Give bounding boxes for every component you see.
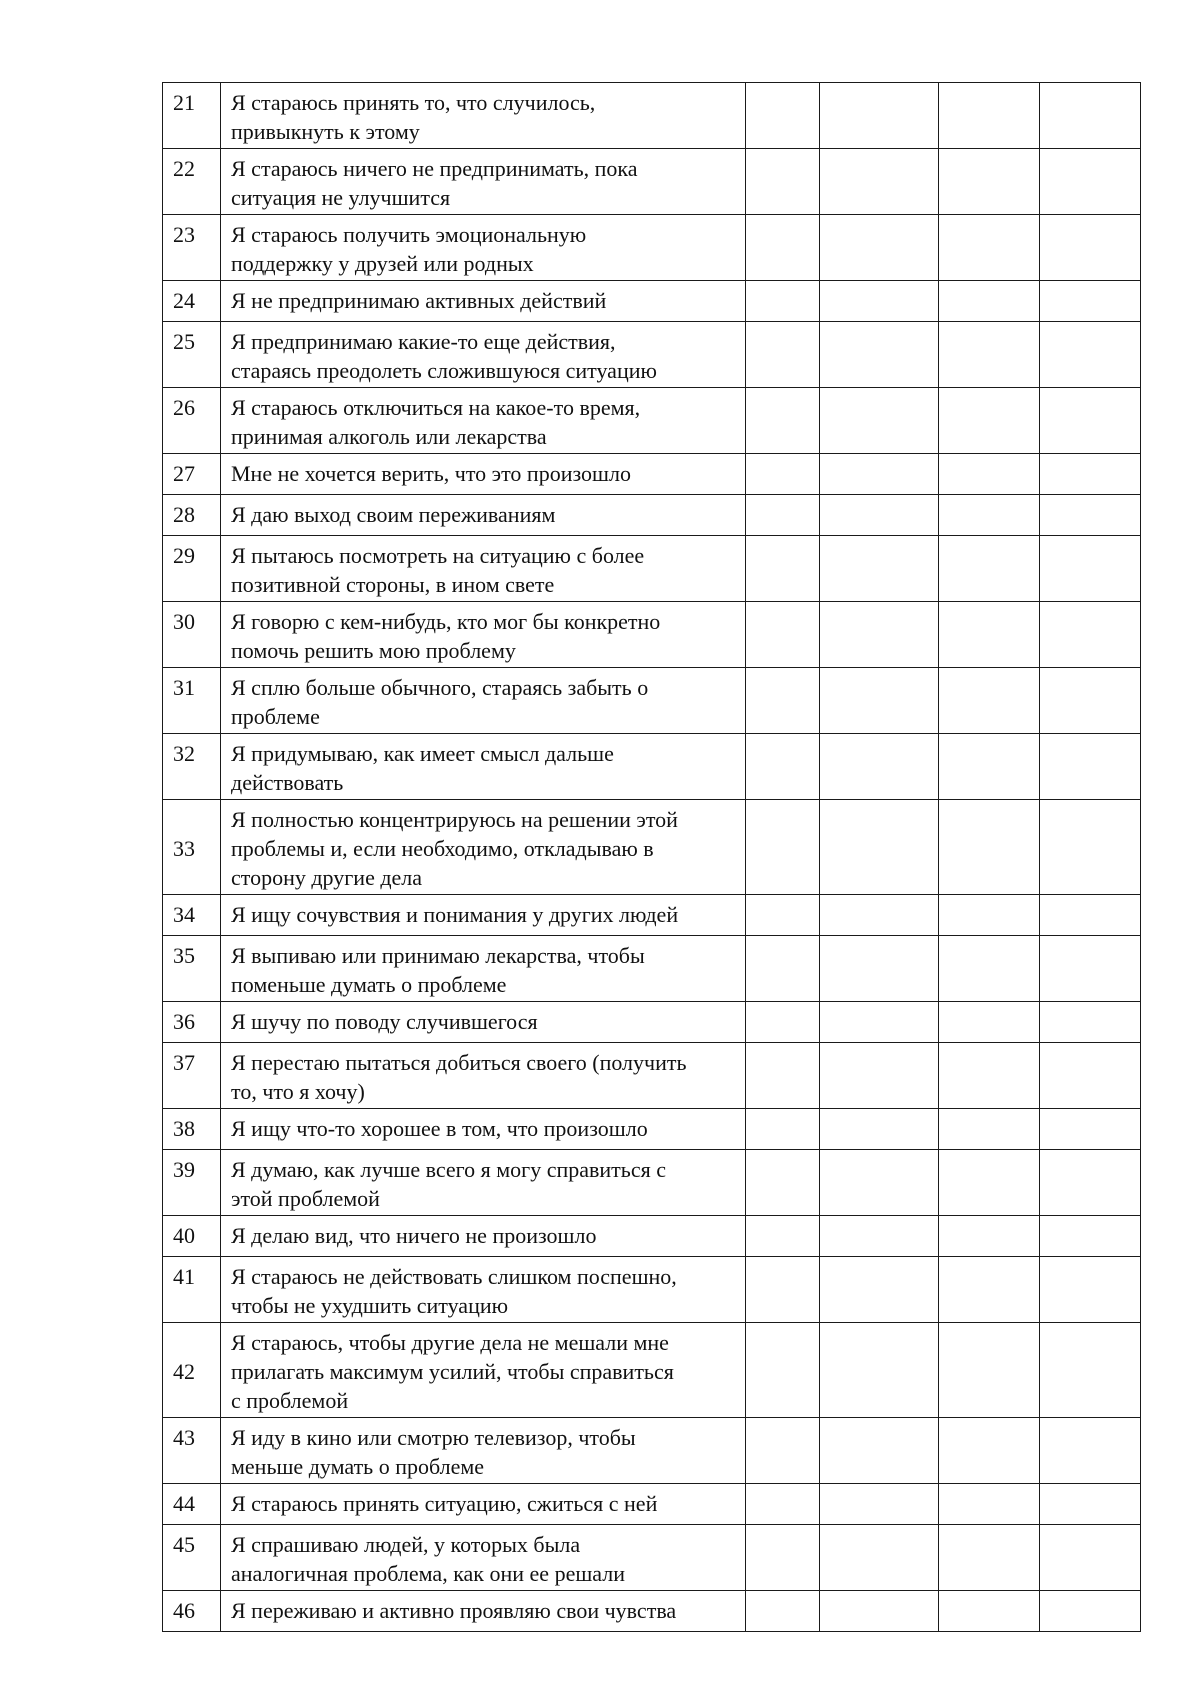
statement-line: Я делаю вид, что ничего не произошло [231,1223,597,1248]
answer-cell-4[interactable] [1040,495,1141,536]
answer-cell-2[interactable] [820,388,939,454]
answer-cell-2[interactable] [820,215,939,281]
answer-cell-4[interactable] [1040,536,1141,602]
statement-line: проблемы и, если необходимо, откладываю в [231,836,654,861]
item-number: 41 [163,1257,221,1323]
item-statement [221,1418,746,1484]
answer-cell-2[interactable] [820,1418,939,1484]
table-row [163,1257,1141,1323]
answer-cell-2[interactable] [820,322,939,388]
statement-line: помочь решить мою проблему [231,638,516,663]
table-row [163,602,1141,668]
answer-cell-1[interactable] [746,1484,820,1525]
item-statement [221,734,746,800]
answer-cell-1[interactable] [746,495,820,536]
answer-cell-1[interactable] [746,1257,820,1323]
table-row [163,1484,1141,1525]
table-row [163,536,1141,602]
questionnaire-table [162,82,1141,1632]
item-statement [221,1216,746,1257]
item-statement [221,281,746,322]
answer-cell-4[interactable] [1040,1484,1141,1525]
answer-cell-1[interactable] [746,895,820,936]
statement-line: проблеме [231,704,320,729]
item-statement [221,1323,746,1418]
answer-cell-2[interactable] [820,895,939,936]
answer-cell-2[interactable] [820,1525,939,1591]
answer-cell-4[interactable] [1040,895,1141,936]
table-row [163,1525,1141,1591]
item-number: 30 [163,602,221,668]
item-statement [221,495,746,536]
item-statement [221,454,746,495]
table-row [163,1418,1141,1484]
answer-cell-1[interactable] [746,1525,820,1591]
table-row [163,388,1141,454]
answer-cell-1[interactable] [746,602,820,668]
statement-line: принимая алкоголь или лекарства [231,424,547,449]
table-row [163,895,1141,936]
table-row [163,734,1141,800]
answer-cell-2[interactable] [820,536,939,602]
answer-cell-4[interactable] [1040,1150,1141,1216]
statement-line: Я даю выход своим переживаниям [231,502,556,527]
answer-cell-3[interactable] [939,495,1040,536]
table-row [163,800,1141,895]
item-number: 24 [163,281,221,322]
answer-cell-4[interactable] [1040,602,1141,668]
answer-cell-3[interactable] [939,1002,1040,1043]
answer-cell-1[interactable] [746,149,820,215]
table-row [163,1323,1141,1418]
item-number: 21 [163,83,221,149]
item-number: 40 [163,1216,221,1257]
statement-line: ситуация не улучшится [231,185,451,210]
answer-cell-2[interactable] [820,1150,939,1216]
answer-cell-3[interactable] [939,149,1040,215]
item-statement [221,602,746,668]
answer-cell-1[interactable] [746,454,820,495]
answer-cell-3[interactable] [939,83,1040,149]
answer-cell-3[interactable] [939,1043,1040,1109]
statement-line: Я стараюсь ничего не предпринимать, пока [231,156,638,181]
answer-cell-2[interactable] [820,1109,939,1150]
item-statement [221,936,746,1002]
statement-line: Я стараюсь получить эмоциональную [231,222,587,247]
statement-line: Я ищу сочувствия и понимания у других людей [231,902,679,927]
answer-cell-2[interactable] [820,1216,939,1257]
answer-cell-4[interactable] [1040,1216,1141,1257]
answer-cell-2[interactable] [820,936,939,1002]
answer-cell-3[interactable] [939,1323,1040,1418]
item-statement [221,1484,746,1525]
statement-line: меньше думать о проблеме [231,1454,485,1479]
statement-line: Я придумываю, как имеет смысл дальше [231,741,614,766]
answer-cell-1[interactable] [746,215,820,281]
item-statement [221,1002,746,1043]
statement-line: Я полностью концентрируюсь на решении этой [231,807,678,832]
answer-cell-2[interactable] [820,1591,939,1632]
table-row [163,668,1141,734]
item-number: 29 [163,536,221,602]
table-row [163,1216,1141,1257]
answer-cell-3[interactable] [939,734,1040,800]
table-row [163,495,1141,536]
table-row [163,454,1141,495]
answer-cell-2[interactable] [820,1002,939,1043]
answer-cell-3[interactable] [939,1525,1040,1591]
answer-cell-3[interactable] [939,388,1040,454]
answer-cell-1[interactable] [746,1109,820,1150]
statement-line: Мне не хочется верить, что это произошло [231,461,631,486]
item-statement [221,800,746,895]
item-number: 23 [163,215,221,281]
item-number: 36 [163,1002,221,1043]
answer-cell-2[interactable] [820,149,939,215]
answer-cell-3[interactable] [939,1591,1040,1632]
questionnaire-rows [163,83,1141,1632]
answer-cell-1[interactable] [746,668,820,734]
item-statement [221,83,746,149]
answer-cell-2[interactable] [820,454,939,495]
table-row [163,1109,1141,1150]
answer-cell-1[interactable] [746,1216,820,1257]
table-row [163,1043,1141,1109]
statement-line: Я стараюсь, чтобы другие дела не мешали мне [231,1330,669,1355]
answer-cell-3[interactable] [939,602,1040,668]
answer-cell-4[interactable] [1040,454,1141,495]
answer-cell-3[interactable] [939,281,1040,322]
answer-cell-2[interactable] [820,495,939,536]
answer-cell-2[interactable] [820,1484,939,1525]
item-statement [221,1257,746,1323]
item-statement [221,895,746,936]
statement-line: Я стараюсь принять ситуацию, сжиться с ней [231,1491,658,1516]
answer-cell-4[interactable] [1040,281,1141,322]
answer-cell-1[interactable] [746,800,820,895]
answer-cell-3[interactable] [939,1257,1040,1323]
answer-cell-1[interactable] [746,281,820,322]
statement-line: Я предпринимаю какие-то еще действия, [231,329,616,354]
item-statement [221,1525,746,1591]
answer-cell-4[interactable] [1040,322,1141,388]
item-number: 32 [163,734,221,800]
item-number: 25 [163,322,221,388]
item-number: 39 [163,1150,221,1216]
item-statement [221,149,746,215]
answer-cell-3[interactable] [939,1109,1040,1150]
item-number: 28 [163,495,221,536]
answer-cell-4[interactable] [1040,1002,1141,1043]
answer-cell-1[interactable] [746,83,820,149]
statement-line: Я стараюсь отключиться на какое-то время, [231,395,641,420]
answer-cell-1[interactable] [746,1591,820,1632]
answer-cell-1[interactable] [746,734,820,800]
answer-cell-4[interactable] [1040,1323,1141,1418]
item-statement [221,1109,746,1150]
answer-cell-4[interactable] [1040,800,1141,895]
item-number: 31 [163,668,221,734]
item-statement [221,322,746,388]
answer-cell-2[interactable] [820,1043,939,1109]
item-number: 45 [163,1525,221,1591]
answer-cell-1[interactable] [746,1150,820,1216]
item-number: 33 [163,800,221,895]
statement-line: Я перестаю пытаться добиться своего (получить [231,1050,687,1075]
questionnaire-sheet [162,82,1140,1632]
answer-cell-1[interactable] [746,1043,820,1109]
answer-cell-2[interactable] [820,281,939,322]
answer-cell-2[interactable] [820,83,939,149]
item-number: 44 [163,1484,221,1525]
item-statement [221,215,746,281]
item-number: 27 [163,454,221,495]
table-row [163,149,1141,215]
answer-cell-4[interactable] [1040,1109,1141,1150]
answer-cell-3[interactable] [939,215,1040,281]
answer-cell-2[interactable] [820,1257,939,1323]
item-number: 37 [163,1043,221,1109]
answer-cell-1[interactable] [746,1323,820,1418]
answer-cell-4[interactable] [1040,1043,1141,1109]
answer-cell-4[interactable] [1040,936,1141,1002]
answer-cell-1[interactable] [746,936,820,1002]
answer-cell-1[interactable] [746,388,820,454]
statement-line: Я ищу что-то хорошее в том, что произошло [231,1116,648,1141]
statement-line: Я пытаюсь посмотреть на ситуацию с более [231,543,645,568]
table-row [163,322,1141,388]
statement-line: то, что я хочу) [231,1079,365,1104]
statement-line: Я сплю больше обычного, стараясь забыть о [231,675,649,700]
item-number: 22 [163,149,221,215]
statement-line: позитивной стороны, в ином свете [231,572,555,597]
statement-line: прилагать максимум усилий, чтобы справиться [231,1359,674,1384]
statement-line: аналогичная проблема, как они ее решали [231,1561,625,1586]
answer-cell-3[interactable] [939,322,1040,388]
answer-cell-3[interactable] [939,1484,1040,1525]
statement-line: этой проблемой [231,1186,380,1211]
statement-line: Я говорю с кем-нибудь, кто мог бы конкретно [231,609,661,634]
answer-cell-4[interactable] [1040,1257,1141,1323]
answer-cell-2[interactable] [820,602,939,668]
item-number: 38 [163,1109,221,1150]
table-row [163,215,1141,281]
answer-cell-3[interactable] [939,454,1040,495]
item-statement [221,1150,746,1216]
statement-line: стараясь преодолеть сложившуюся ситуацию [231,358,657,383]
answer-cell-3[interactable] [939,668,1040,734]
answer-cell-3[interactable] [939,1418,1040,1484]
table-row [163,1591,1141,1632]
item-statement [221,668,746,734]
item-number: 46 [163,1591,221,1632]
item-number: 26 [163,388,221,454]
table-row [163,936,1141,1002]
item-statement [221,1043,746,1109]
item-statement [221,536,746,602]
statement-line: действовать [231,770,344,795]
answer-cell-4[interactable] [1040,215,1141,281]
item-statement [221,1591,746,1632]
item-number: 34 [163,895,221,936]
statement-line: Я иду в кино или смотрю телевизор, чтобы [231,1425,636,1450]
answer-cell-1[interactable] [746,1418,820,1484]
answer-cell-4[interactable] [1040,734,1141,800]
answer-cell-4[interactable] [1040,83,1141,149]
table-row [163,281,1141,322]
table-row [163,83,1141,149]
answer-cell-3[interactable] [939,895,1040,936]
statement-line: Я выпиваю или принимаю лекарства, чтобы [231,943,645,968]
item-number: 42 [163,1323,221,1418]
answer-cell-3[interactable] [939,800,1040,895]
statement-line: Я стараюсь не действовать слишком поспешно, [231,1264,677,1289]
answer-cell-3[interactable] [939,1150,1040,1216]
answer-cell-1[interactable] [746,1002,820,1043]
statement-line: Я переживаю и активно проявляю свои чувства [231,1598,677,1623]
statement-line: сторону другие дела [231,865,423,890]
answer-cell-2[interactable] [820,668,939,734]
answer-cell-1[interactable] [746,322,820,388]
answer-cell-4[interactable] [1040,149,1141,215]
statement-line: Я не предпринимаю активных действий [231,288,607,313]
table-row [163,1002,1141,1043]
statement-line: поменьше думать о проблеме [231,972,507,997]
statement-line: чтобы не ухудшить ситуацию [231,1293,509,1318]
item-number: 35 [163,936,221,1002]
answer-cell-4[interactable] [1040,1418,1141,1484]
answer-cell-2[interactable] [820,734,939,800]
statement-line: с проблемой [231,1388,349,1413]
statement-line: Я спрашиваю людей, у которых была [231,1532,581,1557]
answer-cell-4[interactable] [1040,388,1141,454]
item-statement [221,388,746,454]
answer-cell-1[interactable] [746,536,820,602]
answer-cell-2[interactable] [820,1323,939,1418]
table-row [163,1150,1141,1216]
answer-cell-4[interactable] [1040,1591,1141,1632]
statement-line: поддержку у друзей или родных [231,251,534,276]
statement-line: Я шучу по поводу случившегося [231,1009,538,1034]
item-number: 43 [163,1418,221,1484]
answer-cell-4[interactable] [1040,1525,1141,1591]
answer-cell-3[interactable] [939,1216,1040,1257]
statement-line: Я стараюсь принять то, что случилось, [231,90,596,115]
answer-cell-3[interactable] [939,936,1040,1002]
answer-cell-4[interactable] [1040,668,1141,734]
statement-line: Я думаю, как лучше всего я могу справиться с [231,1157,666,1182]
answer-cell-2[interactable] [820,800,939,895]
answer-cell-3[interactable] [939,536,1040,602]
statement-line: привыкнуть к этому [231,119,420,144]
